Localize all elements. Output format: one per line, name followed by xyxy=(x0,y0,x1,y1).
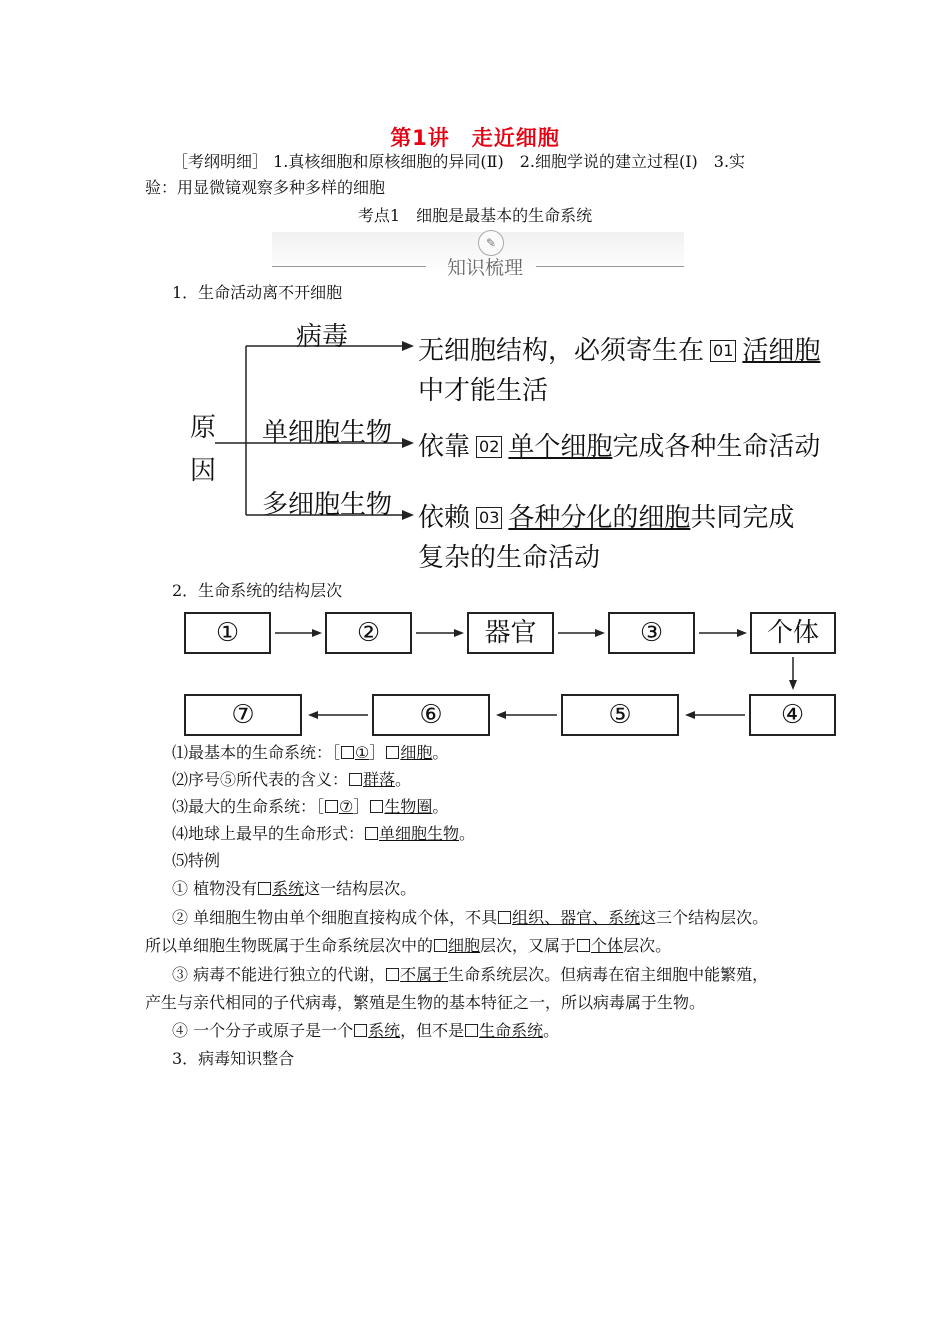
item-2-heading: 2．生命系统的结构层次 xyxy=(172,581,343,600)
exception-3-text: ③ 病毒不能进行独立的代谢， xyxy=(172,965,386,984)
exception-2b-mid: 层次，又属于 xyxy=(480,936,577,955)
virus-continuation: 中才能生活 xyxy=(418,376,549,406)
point-3-text: ⑶最大的生命系统：［ xyxy=(172,797,325,816)
level-box-3: ③ xyxy=(608,612,695,654)
branch-text-virus xyxy=(418,330,820,367)
branch-text-multicellular xyxy=(418,497,794,534)
answer-host-cell: 活细胞 xyxy=(742,336,821,366)
exception-2-answer: 组织、器官、系统 xyxy=(512,908,641,927)
exception-3-answer: 不属于 xyxy=(400,965,449,984)
level-box-1: ① xyxy=(184,612,271,654)
point-3-bracket: ］ xyxy=(353,797,370,816)
level-box-4: ④ xyxy=(749,694,836,736)
point-4 xyxy=(172,821,475,847)
point-1-answer: 细胞 xyxy=(400,743,433,762)
point-1-end: 。 xyxy=(432,743,449,762)
point-2-end: 。 xyxy=(395,770,412,789)
exception-2b-text: 所以单细胞生物既属于生命系统层次中的 xyxy=(145,936,434,955)
branch-label-virus: 病毒 xyxy=(296,322,349,352)
answer-box-icon xyxy=(365,827,378,840)
point-1-number: ① xyxy=(355,743,370,762)
reason-root-char-1: 原 xyxy=(190,413,217,443)
point-3-end: 。 xyxy=(432,797,449,816)
point-2-answer: 群落 xyxy=(363,770,396,789)
multicellular-continuation: 复杂的生命活动 xyxy=(418,543,601,573)
exception-4-end: 。 xyxy=(543,1021,560,1040)
point-3-answer: 生物圈 xyxy=(384,797,433,816)
unicellular-suffix: 完成各种生命活动 xyxy=(612,432,821,462)
exception-2-text: ② 单细胞生物由单个细胞直接构成个体，不具 xyxy=(172,908,498,927)
point-1-text: ⑴最基本的生命系统：［ xyxy=(172,743,341,762)
answer-number-01: 01 xyxy=(710,340,736,362)
exception-3-end: 生命系统层次。但病毒在宿主细胞中能繁殖， xyxy=(448,965,769,984)
answer-box-icon xyxy=(434,939,447,952)
answer-differentiated-cells: 各种分化的细胞 xyxy=(508,503,691,533)
exception-3-line-1 xyxy=(172,962,768,988)
point-4-end: 。 xyxy=(459,824,476,843)
exception-1-answer: 系统 xyxy=(272,879,305,898)
answer-box-icon xyxy=(370,800,383,813)
point-2 xyxy=(172,767,411,793)
answer-number-03: 03 xyxy=(476,507,502,529)
branch-label-unicellular: 单细胞生物 xyxy=(262,418,393,448)
level-box-individual: 个体 xyxy=(750,612,836,654)
level-box-organ: 器官 xyxy=(467,612,554,654)
syllabus-line-1: ［考纲明细］ 1.真核细胞和原核细胞的异同(Ⅱ) 2.细胞学说的建立过程(Ⅰ) 3.实 xyxy=(172,152,746,171)
item-3-heading: 3．病毒知识整合 xyxy=(172,1049,295,1068)
answer-box-icon xyxy=(341,746,354,759)
point-1-bracket: ］ xyxy=(369,743,386,762)
exception-2-line-1 xyxy=(172,905,768,931)
multicellular-prefix: 依赖 xyxy=(418,503,471,533)
level-box-5: ⑤ xyxy=(561,694,679,736)
virus-prefix: 无细胞结构，必须寄生在 xyxy=(418,336,705,366)
reason-root-char-2: 因 xyxy=(190,456,217,486)
page-title: 第1讲 走近细胞 xyxy=(390,126,560,150)
answer-box-icon xyxy=(465,1024,478,1037)
answer-box-icon xyxy=(498,911,511,924)
answer-number-02: 02 xyxy=(476,436,502,458)
multicellular-suffix: 共同完成 xyxy=(690,503,795,533)
exception-4-mid: ，但不是 xyxy=(400,1021,465,1040)
exception-1 xyxy=(172,876,416,902)
banner-emblem-icon: ✎ xyxy=(478,230,504,256)
syllabus-line-2: 验：用显微镜观察多种多样的细胞 xyxy=(145,178,386,197)
exception-4-answer-1: 系统 xyxy=(368,1021,401,1040)
answer-single-cell: 单个细胞 xyxy=(508,432,613,462)
point-2-text: ⑵序号⑤所代表的含义： xyxy=(172,770,349,789)
answer-box-icon xyxy=(386,968,399,981)
exception-4-text: ④ 一个分子或原子是一个 xyxy=(172,1021,354,1040)
unicellular-prefix: 依靠 xyxy=(418,432,471,462)
answer-box-icon xyxy=(354,1024,367,1037)
exception-3-line-2: 产生与亲代相同的子代病毒，繁殖是生物的基本特征之一，所以病毒属于生物。 xyxy=(145,993,706,1012)
level-box-7: ⑦ xyxy=(184,694,302,736)
branch-label-multicellular: 多细胞生物 xyxy=(262,490,393,520)
exception-1-end: 这一结构层次。 xyxy=(304,879,417,898)
item-1-heading: 1．生命活动离不开细胞 xyxy=(172,283,343,302)
section-heading: 考点1 细胞是最基本的生命系统 xyxy=(357,206,593,225)
level-box-2: ② xyxy=(325,612,412,654)
point-3-number: ⑦ xyxy=(339,797,354,816)
exception-2-line-2 xyxy=(145,933,671,959)
exception-2b-answer-2: 个体 xyxy=(591,936,624,955)
answer-box-icon xyxy=(386,746,399,759)
exception-4 xyxy=(172,1018,559,1044)
exception-2b-end: 层次。 xyxy=(623,936,672,955)
answer-box-icon xyxy=(325,800,338,813)
exception-2-end: 这三个结构层次。 xyxy=(640,908,769,927)
branch-text-unicellular xyxy=(418,426,820,463)
level-flow-arrows xyxy=(0,600,950,750)
banner-title: 知识梳理 xyxy=(446,257,523,279)
point-3 xyxy=(172,794,448,820)
answer-box-icon xyxy=(258,882,271,895)
exception-2b-answer-1: 细胞 xyxy=(448,936,481,955)
level-box-6: ⑥ xyxy=(372,694,490,736)
answer-box-icon xyxy=(349,773,362,786)
exception-4-answer-2: 生命系统 xyxy=(479,1021,544,1040)
point-5: ⑸特例 xyxy=(172,851,221,870)
point-4-answer: 单细胞生物 xyxy=(379,824,460,843)
point-1 xyxy=(172,740,448,766)
exception-1-text: ① 植物没有 xyxy=(172,879,258,898)
point-4-text: ⑷地球上最早的生命形式： xyxy=(172,824,365,843)
answer-box-icon xyxy=(577,939,590,952)
